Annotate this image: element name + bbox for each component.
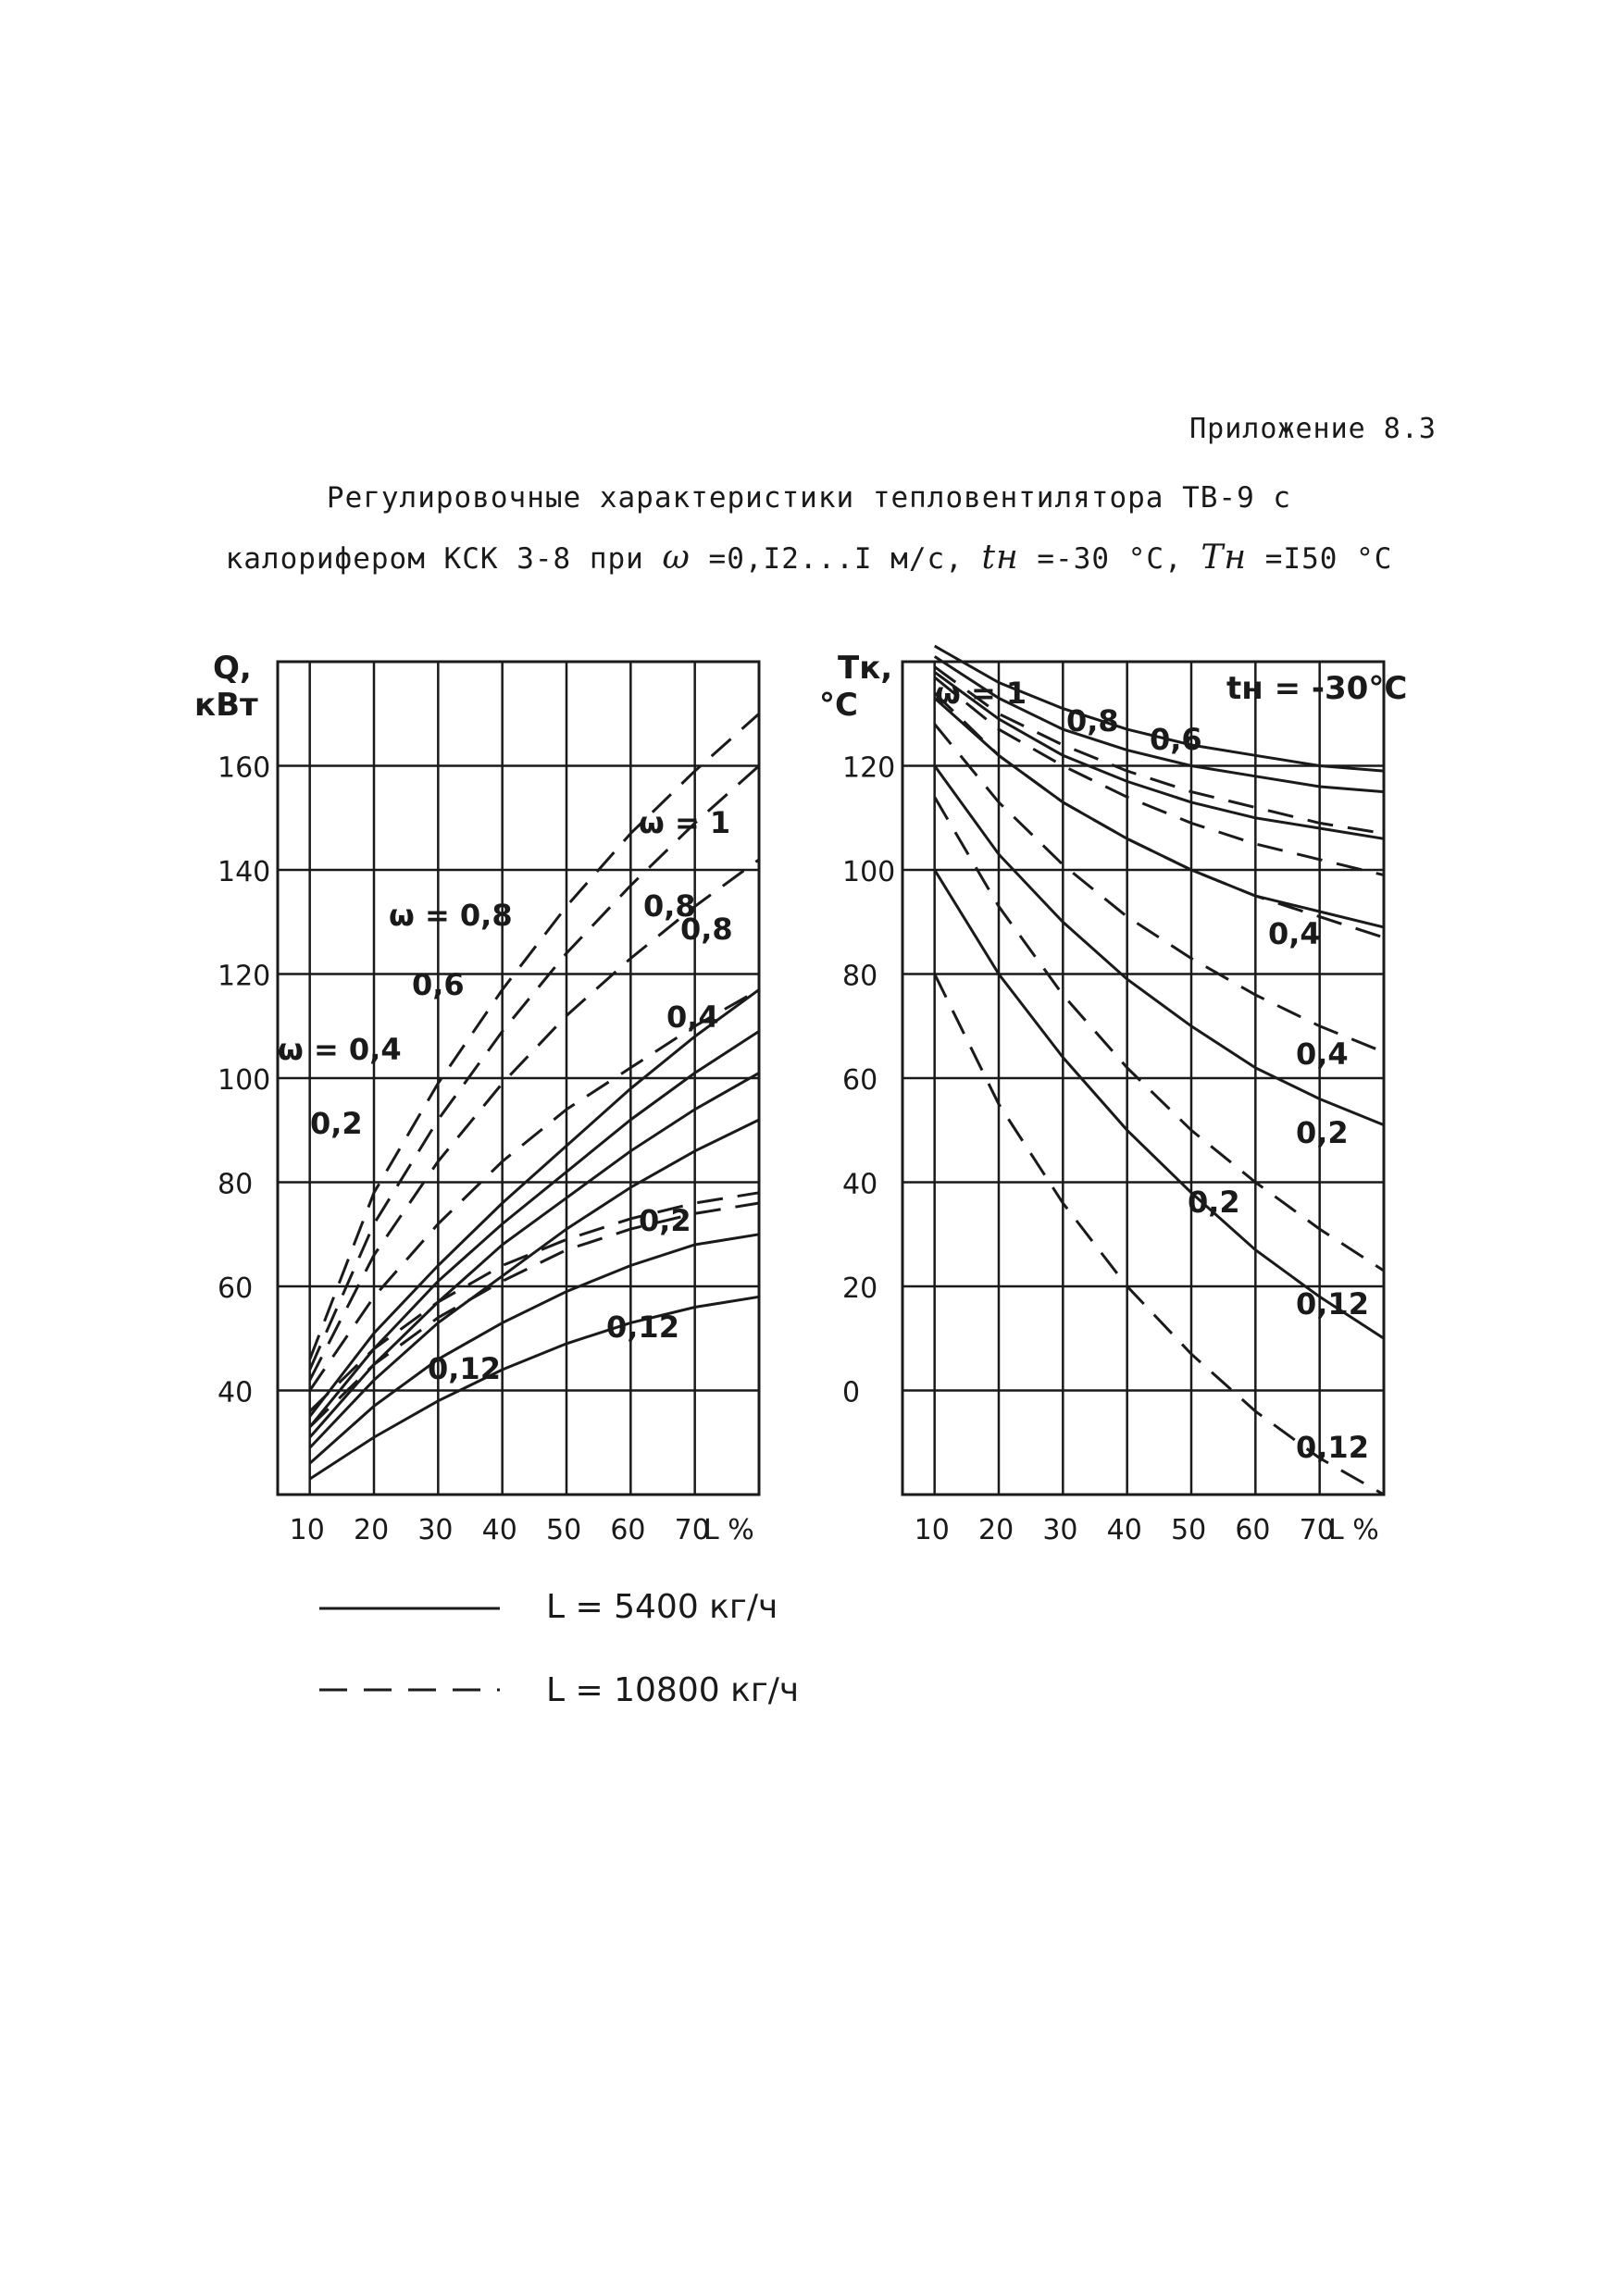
legend-dashed-label: L = 10800 кг/ч	[546, 1671, 800, 1709]
curve-annotation: 0,2	[639, 1203, 691, 1238]
curve-annotation: ω = 0,8	[389, 898, 513, 933]
curve-annotation: 0,4	[666, 999, 719, 1035]
title-text-d: =I50 °С	[1264, 542, 1393, 576]
curve-annotation: 0,12	[1296, 1286, 1369, 1322]
x-tick-label: 20	[978, 1514, 1014, 1546]
y-tick-label: 100	[218, 1064, 271, 1097]
y-tick-label: 120	[218, 960, 271, 993]
curve-annotation: ω = 1	[639, 805, 731, 840]
curve-annotation: 0,2	[1296, 1115, 1349, 1150]
series-line	[310, 766, 759, 1371]
y-tick-label: 40	[218, 1376, 254, 1409]
y-tick-label: 60	[218, 1272, 254, 1305]
series-line	[310, 1203, 759, 1427]
series-line	[310, 1031, 759, 1427]
x-tick-label: 50	[546, 1514, 582, 1546]
y-tick-label: 100	[842, 856, 896, 888]
y-tick-label: 160	[218, 751, 271, 785]
x-tick-label: 40	[481, 1514, 517, 1546]
chart-heat-output	[194, 650, 759, 1546]
curve-annotation: 0,12	[428, 1351, 501, 1386]
x-tick-label: 40	[1106, 1514, 1142, 1546]
x-tick-label: 10	[914, 1514, 950, 1546]
curve-annotation: 0,8	[643, 888, 696, 924]
series-line	[935, 797, 1384, 1271]
x-axis-label: L %	[1328, 1514, 1379, 1546]
figure-title-line-1: Регулировочные характеристики тепловентилятора ТВ-9 с	[326, 481, 1292, 515]
legend-solid-label: L = 5400 кг/ч	[546, 1588, 778, 1626]
curve-annotation: 0,6	[412, 967, 465, 1002]
curve-annotation: 0,8	[680, 912, 733, 947]
y-axis-label-line-2: кВт	[194, 687, 258, 724]
curve-annotation: 0,6	[1150, 722, 1202, 757]
x-tick-label: 60	[610, 1514, 646, 1546]
header-note: tн = -30°С	[1226, 670, 1408, 707]
curve-annotation: 0,2	[310, 1106, 363, 1141]
x-tick-label: 30	[417, 1514, 454, 1546]
series-line	[310, 1073, 759, 1437]
curve-annotation: 0,12	[1296, 1430, 1369, 1465]
title-text-a: калорифером КСК 3-8 при	[225, 542, 644, 576]
x-tick-label: 60	[1235, 1514, 1271, 1546]
x-tick-label: 20	[354, 1514, 390, 1546]
x-tick-label: 70	[674, 1514, 710, 1546]
y-tick-label: 20	[842, 1272, 878, 1305]
chart-outlet-temperature	[819, 646, 1407, 1546]
y-axis-label-line-1: Q,	[213, 650, 252, 687]
x-axis-label: L %	[703, 1514, 754, 1546]
curve-annotation: 0,4	[1268, 916, 1321, 951]
curve-annotation: 0,2	[1188, 1185, 1240, 1220]
curve-annotation: ω = 1	[935, 676, 1027, 711]
series-line	[310, 1120, 759, 1447]
title-omega-symbol: ω	[662, 539, 691, 577]
y-tick-label: 40	[842, 1168, 878, 1201]
x-tick-label: 70	[1299, 1514, 1335, 1546]
y-tick-label: 60	[842, 1064, 878, 1097]
series-line	[310, 1297, 759, 1479]
x-tick-label: 10	[289, 1514, 325, 1546]
x-tick-label: 50	[1171, 1514, 1207, 1546]
curve-annotation: 0,8	[1066, 703, 1119, 738]
y-tick-label: 140	[218, 856, 271, 888]
y-tick-label: 80	[218, 1168, 254, 1201]
x-tick-label: 30	[1042, 1514, 1078, 1546]
y-axis-label-line-2: °С	[819, 687, 858, 724]
legend	[319, 1588, 799, 1709]
curve-annotation: 0,4	[1296, 1036, 1349, 1072]
title-t-symbol: tн	[981, 539, 1019, 577]
series-line	[310, 1235, 759, 1464]
curve-annotation: ω = 0,4	[278, 1032, 402, 1067]
title-T-symbol: Тн	[1201, 539, 1248, 577]
y-axis-label-line-1: Тк,	[838, 650, 893, 687]
y-tick-label: 120	[842, 751, 896, 785]
y-tick-label: 0	[842, 1376, 861, 1409]
title-text-b: =0,I2...I м/с,	[708, 542, 964, 576]
curve-annotation: 0,12	[606, 1309, 679, 1345]
title-text-c: =-30 °С,	[1037, 542, 1183, 576]
y-tick-label: 80	[842, 960, 878, 993]
appendix-label: Приложение 8.3	[1189, 413, 1437, 445]
